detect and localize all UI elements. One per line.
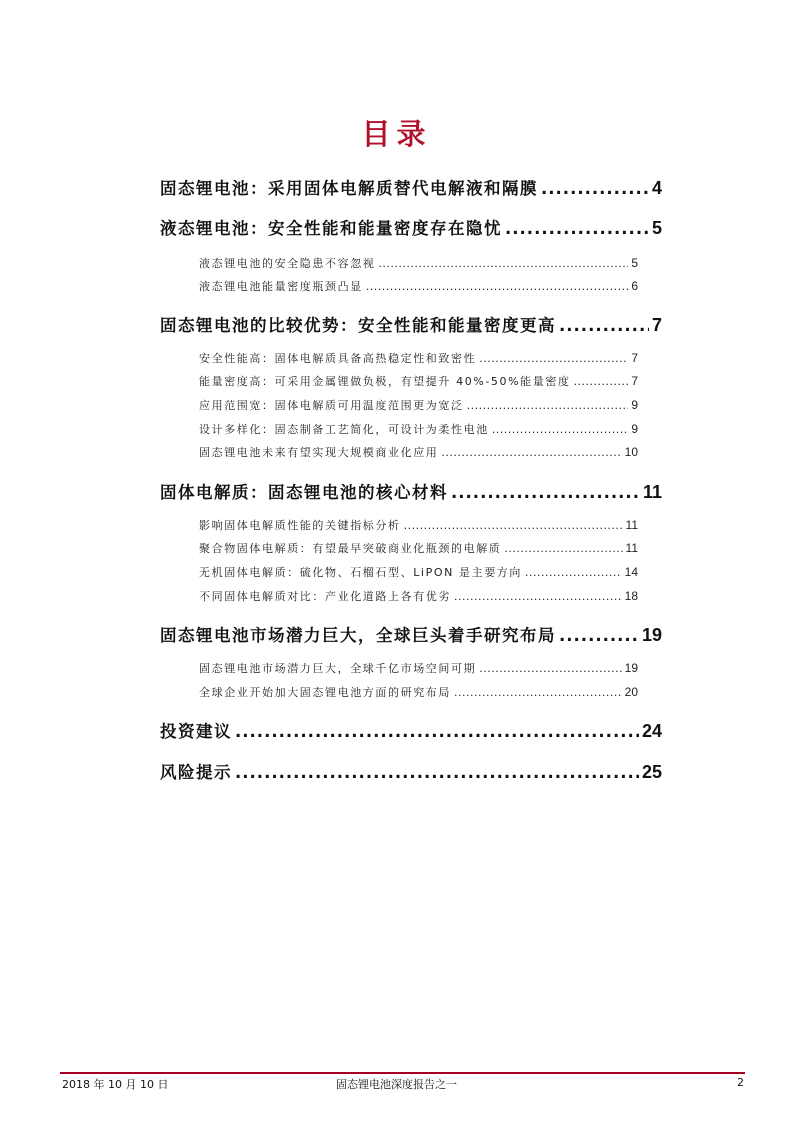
toc-leader	[467, 399, 629, 412]
toc-leader	[454, 590, 622, 603]
toc-leader	[479, 352, 628, 365]
toc-label: 液态锂电池：安全性能和能量密度存在隐忧	[160, 219, 502, 238]
toc-leader	[505, 219, 649, 238]
toc-entry-level2[interactable]	[199, 444, 638, 460]
toc-label: 设计多样化：固态制备工艺简化，可设计为柔性电池	[199, 423, 489, 436]
toc-entry-level2[interactable]	[199, 373, 638, 389]
toc-entry-level2[interactable]	[199, 684, 638, 700]
footer-date: 2018 年 10 月 10 日	[62, 1078, 169, 1091]
toc-page: 6	[631, 279, 638, 293]
toc-label: 影响固体电解质性能的关键指标分析	[199, 519, 401, 532]
toc-label: 固态锂电池：采用固体电解质替代电解液和隔膜	[160, 179, 538, 198]
toc-entry-level1[interactable]	[160, 215, 662, 239]
toc-entry-level1[interactable]	[160, 759, 662, 783]
toc-label: 应用范围宽：固体电解质可用温度范围更为宽泛	[199, 399, 464, 412]
toc-entry-level2[interactable]	[199, 564, 638, 580]
toc-page: 24	[641, 721, 662, 741]
toc-label: 液态锂电池的安全隐患不容忽视	[199, 257, 376, 270]
toc-leader	[451, 483, 640, 502]
toc-entry-level1[interactable]	[160, 312, 662, 336]
toc-page: 11	[625, 541, 638, 555]
toc-leader	[525, 566, 622, 579]
toc-page: 20	[624, 685, 638, 699]
toc-entry-level2[interactable]	[199, 660, 638, 676]
toc-entry-level2[interactable]	[199, 517, 638, 533]
toc-page: 19	[624, 661, 638, 675]
toc-entry-level1[interactable]	[160, 479, 662, 503]
toc-leader	[235, 722, 639, 741]
toc-label: 安全性能高：固体电解质具备高热稳定性和致密性	[199, 352, 477, 365]
toc-label: 聚合物固体电解质：有望最早突破商业化瓶颈的电解质	[199, 542, 502, 555]
toc-page: 5	[651, 218, 662, 238]
toc-label: 能量密度高：可采用金属锂做负极，有望提升 40%-50%能量密度	[199, 375, 571, 388]
footer-report-title: 固态锂电池深度报告之一	[336, 1078, 457, 1091]
toc-label: 固态锂电池未来有望实现大规模商业化应用	[199, 446, 439, 459]
toc-leader	[504, 542, 622, 555]
toc-label: 固态锂电池市场潜力巨大，全球巨头着手研究布局	[160, 626, 556, 645]
toc-leader	[441, 446, 621, 459]
toc-leader	[574, 375, 629, 388]
toc-label: 固态锂电池市场潜力巨大，全球千亿市场空间可期	[199, 662, 477, 675]
toc-leader	[541, 179, 649, 198]
toc-page: 4	[651, 178, 662, 198]
toc-page: 25	[641, 762, 662, 782]
toc-leader	[404, 519, 623, 532]
toc-entry-level2[interactable]	[199, 540, 638, 556]
toc-entry-level1[interactable]	[160, 622, 662, 646]
toc-entry-level2[interactable]	[199, 421, 638, 437]
toc-entry-level2[interactable]	[199, 397, 638, 413]
toc-label: 无机固体电解质：硫化物、石榴石型、LiPON 是主要方向	[199, 566, 522, 579]
footer-page-number: 2	[737, 1076, 744, 1089]
toc-entry-level1[interactable]	[160, 175, 662, 199]
toc-page: 7	[631, 351, 638, 365]
toc-leader	[454, 686, 622, 699]
toc-entry-level2[interactable]	[199, 588, 638, 604]
toc-leader	[492, 423, 629, 436]
toc-leader	[366, 280, 629, 293]
toc-label: 固态锂电池的比较优势：安全性能和能量密度更高	[160, 316, 556, 335]
toc-label: 投资建议	[160, 722, 232, 741]
toc-leader	[559, 316, 649, 335]
footer-divider	[60, 1072, 745, 1074]
toc-page: 18	[624, 589, 638, 603]
toc-page: 11	[625, 518, 638, 532]
toc-leader	[479, 662, 621, 675]
toc-title: 目录	[361, 117, 432, 151]
toc-leader	[235, 763, 639, 782]
toc-label: 不同固体电解质对比：产业化道路上各有优劣	[199, 590, 451, 603]
toc-page: 9	[631, 398, 638, 412]
toc-page: 14	[624, 565, 638, 579]
toc-page: 7	[651, 315, 662, 335]
toc-page: 5	[631, 256, 638, 270]
toc-entry-level1[interactable]	[160, 718, 662, 742]
toc-page: 10	[624, 445, 638, 459]
toc-page: 7	[631, 374, 638, 388]
toc-label: 全球企业开始加大固态锂电池方面的研究布局	[199, 686, 451, 699]
toc-leader	[378, 257, 628, 270]
toc-page: 11	[642, 482, 662, 502]
toc-label: 液态锂电池能量密度瓶颈凸显	[199, 280, 363, 293]
toc-label: 固体电解质：固态锂电池的核心材料	[160, 483, 448, 502]
toc-leader	[559, 626, 639, 645]
toc-page: 19	[641, 625, 662, 645]
toc-page: 9	[631, 422, 638, 436]
toc-label: 风险提示	[160, 763, 232, 782]
toc-entry-level2[interactable]	[199, 278, 638, 294]
toc-entry-level2[interactable]	[199, 255, 638, 271]
toc-entry-level2[interactable]	[199, 350, 638, 366]
